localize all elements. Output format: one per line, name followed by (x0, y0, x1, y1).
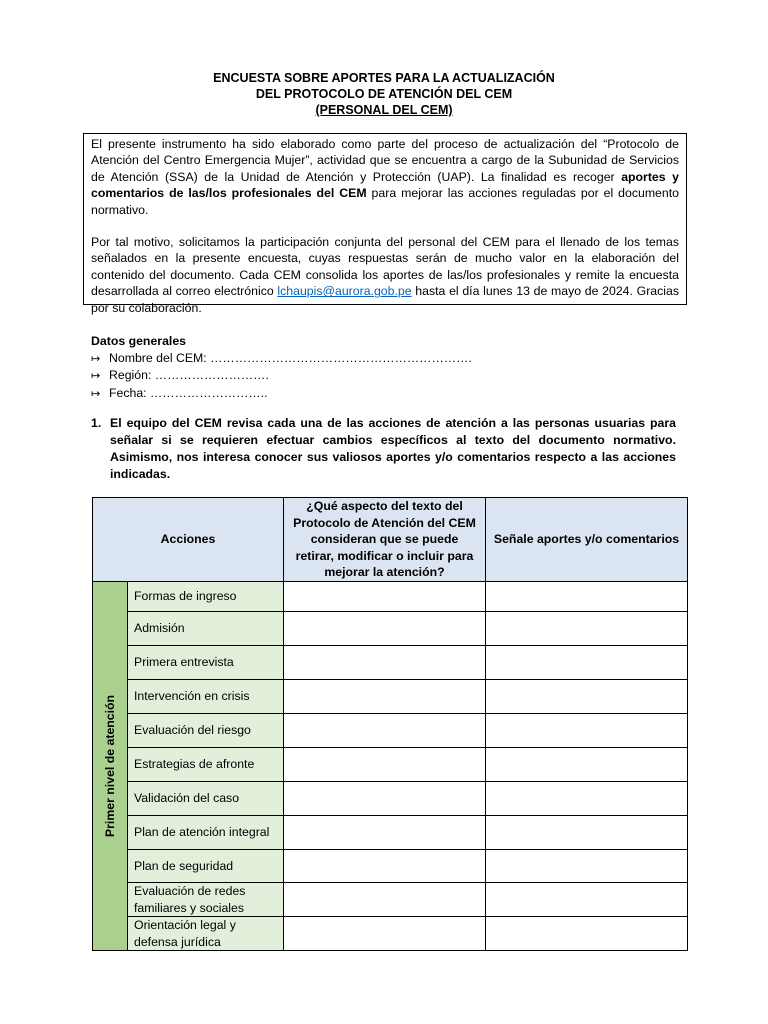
table-row (93, 714, 688, 748)
action-label: Formas de ingreso (128, 582, 284, 612)
title-line-1: ENCUESTA SOBRE APORTES PARA LA ACTUALIZACIÓN (213, 71, 555, 85)
general-data-item (91, 385, 691, 403)
action-label: Validación del caso (128, 782, 284, 816)
table-row (93, 748, 688, 782)
cem-name-field: Nombre del CEM: ………………………………………………………. (109, 350, 472, 365)
aspect-cell[interactable] (284, 816, 486, 850)
actions-table (92, 497, 688, 951)
comment-cell[interactable] (486, 582, 688, 612)
aspect-cell[interactable] (284, 850, 486, 883)
intro-p1-bold: aportes y comentarios de las/los profesionales del CEM (91, 169, 679, 201)
question-number: 1. (91, 416, 102, 430)
table-row (93, 782, 688, 816)
bullet-arrow-icon: ↦ (91, 370, 101, 382)
question-1 (91, 415, 676, 483)
comment-cell[interactable] (486, 917, 688, 951)
table-row (93, 582, 688, 612)
comment-cell[interactable] (486, 612, 688, 646)
intro-paragraph-1 (91, 136, 679, 218)
general-data-section (91, 333, 691, 402)
general-data-heading: Datos generales (91, 334, 187, 348)
aspect-cell[interactable] (284, 883, 486, 917)
action-label: Evaluación del riesgo (128, 714, 284, 748)
table-row (93, 850, 688, 883)
header-aspecto: ¿Qué aspecto del texto del Protocolo de Atención del CEM consideran que se puede retirar, modificar o incluir para mejorar la atención? (284, 498, 486, 582)
header-acciones: Acciones (93, 498, 284, 582)
table-row (93, 646, 688, 680)
title-line-2: DEL PROTOCOLO DE ATENCIÓN DEL CEM (255, 87, 513, 101)
question-text: El equipo del CEM revisa cada una de las acciones de atención a las personas usuarias para señalar si se requieren efectuar cambios específicos al texto del documento normativo. Asimismo, nos interesa conocer sus valiosos aportes y/o comentarios respecto a las acciones indicadas. (110, 416, 676, 481)
table-row (93, 680, 688, 714)
title-line-3: (PERSONAL DEL CEM) (315, 103, 453, 117)
aspect-cell[interactable] (284, 782, 486, 816)
aspect-cell[interactable] (284, 582, 486, 612)
group-label: Primer nivel de atención (102, 694, 117, 838)
comment-cell[interactable] (486, 748, 688, 782)
aspect-cell[interactable] (284, 612, 486, 646)
intro-box (83, 133, 687, 315)
date-field: Fecha: ……………………….. (109, 385, 268, 400)
comment-cell[interactable] (486, 850, 688, 883)
intro-paragraph-2 (91, 234, 679, 316)
aspect-cell[interactable] (284, 917, 486, 951)
bullet-arrow-icon: ↦ (91, 352, 101, 365)
action-label: Estrategias de afronte (128, 748, 284, 782)
intro-p1-text: El presente instrumento ha sido elaborado como parte del proceso de actualización del “Protocolo de Atención del Centro Emergencia Mujer”, actividad que se encuentra a cargo de la Subunidad de Servicios de Atención (SSA) de la Unidad de Atención y Protección (UAP). La finalidad es recoger (91, 137, 679, 184)
table-header-row (93, 498, 688, 582)
action-label: Evaluación de redes familiares y sociales (128, 883, 284, 917)
bullet-arrow-icon: ↦ (91, 387, 101, 400)
action-label: Admisión (128, 612, 284, 646)
intro-p2-text: Por tal motivo, solicitamos la participación conjunta del personal del CEM para el llenado de los temas señalados en la presente encuesta, cuyas respuestas serán de mucho valor en la elaboración del contenido del documento. Cada CEM consolida los aportes de las/los profesionales y remite la encuesta desarrollada al correo electrónico (91, 235, 679, 299)
comment-cell[interactable] (486, 646, 688, 680)
general-data-item (91, 367, 691, 385)
header-aportes: Señale aportes y/o comentarios (486, 498, 688, 582)
general-data-item (91, 350, 691, 368)
table-row (93, 917, 688, 951)
email-link[interactable]: lchaupis@aurora.gob.pe (277, 284, 412, 299)
action-label: Plan de seguridad (128, 850, 284, 883)
survey-title (0, 70, 768, 118)
action-label: Intervención en crisis (128, 680, 284, 714)
region-field: Región: ………………………. (109, 368, 269, 382)
aspect-cell[interactable] (284, 646, 486, 680)
comment-cell[interactable] (486, 816, 688, 850)
aspect-cell[interactable] (284, 748, 486, 782)
comment-cell[interactable] (486, 714, 688, 748)
table-row (93, 816, 688, 850)
intro-p2-text-end: hasta el día lunes 13 de mayo de 2024. Gracias por su colaboración. (91, 284, 679, 315)
table-row (93, 612, 688, 646)
comment-cell[interactable] (486, 680, 688, 714)
aspect-cell[interactable] (284, 680, 486, 714)
action-label: Orientación legal y defensa jurídica (128, 917, 284, 951)
comment-cell[interactable] (486, 782, 688, 816)
intro-p1-text-end: para mejorar las acciones reguladas por el documento normativo. (91, 186, 679, 217)
comment-cell[interactable] (486, 883, 688, 917)
action-label: Primera entrevista (128, 646, 284, 680)
table-row (93, 883, 688, 917)
group-label-cell (93, 582, 128, 951)
aspect-cell[interactable] (284, 714, 486, 748)
action-label: Plan de atención integral (128, 816, 284, 850)
